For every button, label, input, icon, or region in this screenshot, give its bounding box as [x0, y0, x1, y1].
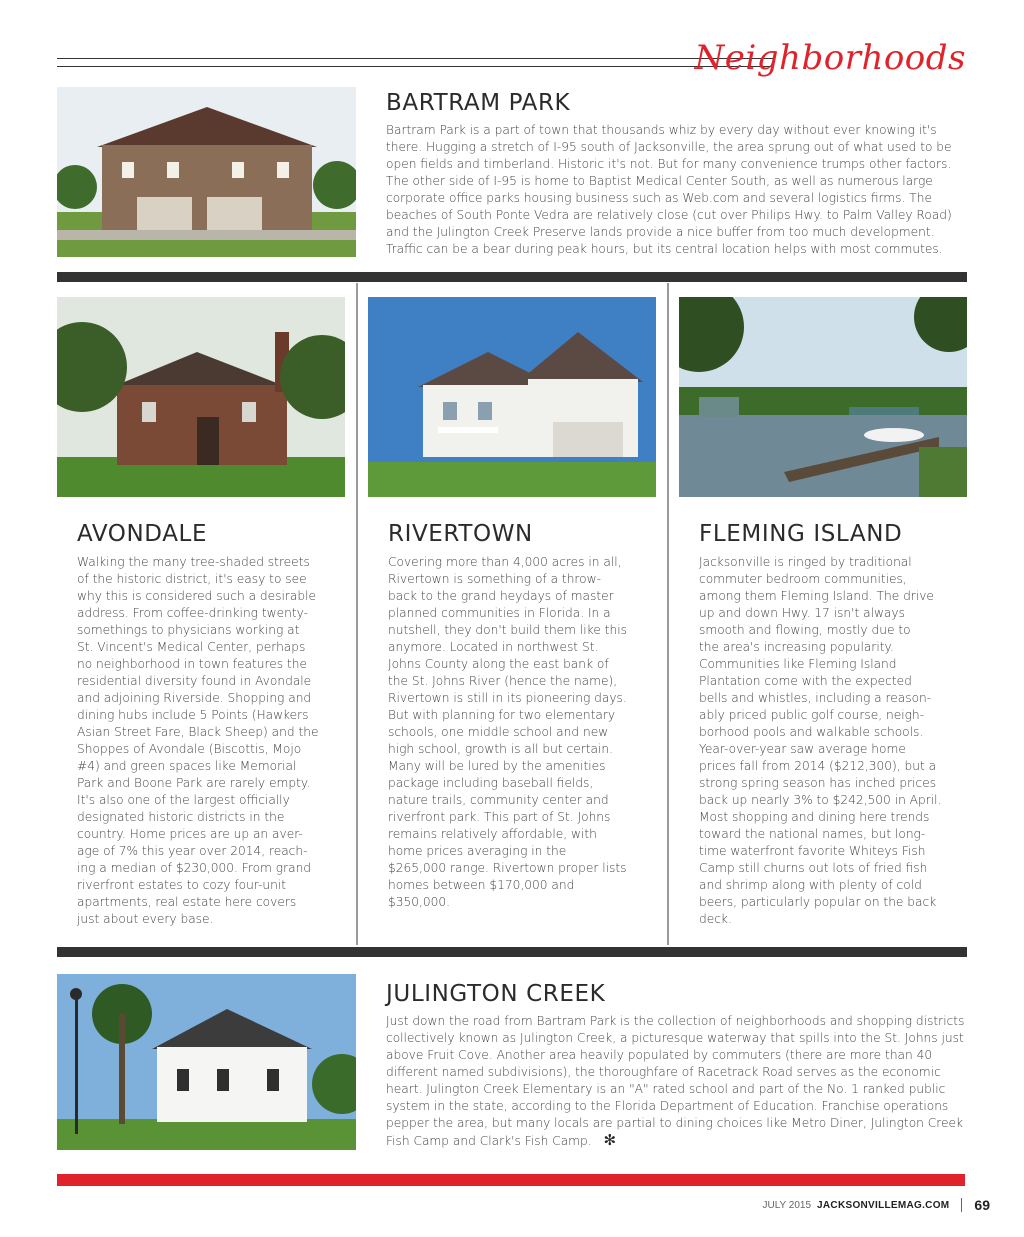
- footer-accent-bar: [57, 1174, 965, 1186]
- footer-separator: [961, 1198, 962, 1212]
- page-footer: [762, 1197, 990, 1213]
- julington-creek-title: JULINGTON CREEK: [386, 981, 606, 1007]
- fleming-island-body: Jacksonville is ringed by traditional commuter bedroom communities, among them Fleming Island. The drive up and down Hwy. 17 isn't always smooth and flowing, mostly due to the area's increasing popularity. Communities like Fleming Island Plantation come with the expected bells and whistles, including a reason- ably priced public golf course, neigh- borhood pools and walkable schools. Year-over-year saw average home prices fall from 2014 ($212,300), but a strong spring season has inched prices back up nearly 3% to $242,500 in April. Most shopping and dining here trends toward the national names, but long- time waterfront favorite Whiteys Fish Camp still churns out lots of fried fish and shrimp along with plenty of cold beers, particularly popular on the back deck.: [699, 555, 942, 926]
- divider-bar-bottom: [57, 947, 967, 957]
- rivertown-body: Covering more than 4,000 acres in all, Rivertown is something of a throw- back to the grand heydays of master planned communities in Florida. In a nutshell, they don't build them like this anymore. Located in northwest St. Johns County along the east bank of the St. Johns River (hence the name), Rivertown is still in its pioneering days. But with planning for two elementary schools, one middle school and new high school, growth is all but certain. Many will be lured by the amenities package including baseball fields, nature trails, community center and riverfront park. This part of St. Johns remains relatively affordable, with home prices averaging in the $265,000 range. Rivertown proper lists homes between $170,000 and $350,000.: [388, 555, 627, 909]
- julington-creek-text: Just down the road from Bartram Park is the collection of neighborhoods and shopping districts collectively known as Julington Creek, a picturesque waterway that spills into the St. Johns just above Fruit Cove. Another area heavily populated by commuters (there are more than 40 different named subdivisions), the thoroughfare of Racetrack Road serves as the economic heart. Julington Creek Elementary is an "A" rated school and part of the No. 1 ranked public system in the state, according to the Florida Department of Education. Franchise operations pepper the area, but many locals are partial to dining choices like Metro Diner, Julington Creek Fish Camp and Clark's Fish Camp.: [386, 1014, 965, 1148]
- header-rule-bottom: [57, 66, 773, 67]
- bartram-park-photo: [57, 87, 356, 257]
- footer-site: JACKSONVILLEMAG.COM: [817, 1199, 950, 1211]
- avondale-photo: [57, 297, 345, 497]
- avondale-body: Walking the many tree-shaded streets of the historic district, it's easy to see why this is considered such a desirable address. From coffee-drinking twenty- somethings to physicians working at St. Vincent's Medical Center, perhaps no neighborhood in town features the residential diversity found in Avondale and adjoining Riverside. Shopping and dining hubs include 5 Points (Hawkers Asian Street Fare, Black Sheep) and the Shoppes of Avondale (Biscottis, Mojo #4) and green spaces like Memorial Park and Boone Park are rarely empty. It's also one of the largest officially designated historic districts in the country. Home prices are up an aver- age of 7% this year over 2014, reach- ing a median of $230,000. From grand riverfront estates to cozy four-unit apartments, real estate here covers just about every base.: [77, 555, 319, 926]
- section-title: Neighborhoods: [694, 38, 966, 78]
- avondale-title: AVONDALE: [77, 521, 208, 547]
- julington-creek-body: [386, 1013, 966, 1150]
- page-number: 69: [974, 1197, 990, 1213]
- fleming-island-title: FLEMING ISLAND: [699, 521, 903, 547]
- bartram-park-title: BARTRAM PARK: [386, 90, 571, 116]
- end-mark-icon: ✻: [603, 1131, 617, 1149]
- julington-creek-photo: [57, 974, 356, 1150]
- column-divider-2: [667, 283, 669, 945]
- header-rule-top: [57, 58, 773, 59]
- column-divider-1: [356, 283, 358, 945]
- rivertown-photo: [368, 297, 656, 497]
- divider-bar-top: [57, 272, 967, 282]
- footer-issue: JULY 2015: [762, 1199, 812, 1211]
- fleming-island-photo: [679, 297, 967, 497]
- rivertown-title: RIVERTOWN: [388, 521, 533, 547]
- bartram-park-body: Bartram Park is a part of town that thousands whiz by every day without ever knowing it's there. Hugging a stretch of I-95 south of Jacksonville, the area sprung out of what used to be open fields and timberland. Historic it's not. But for many convenience trumps other factors. The other side of I-95 is home to Baptist Medical Center South, as well as numerous large corporate office parks housing business such as Web.com and several logistics firms. The beaches of South Ponte Vedra are relatively close (cut over Philips Hwy. to Palm Valley Road) and the Julington Creek Preserve lands provide a nice buffer from too much development. Traffic can be a bear during peak hours, but its central location helps with most commutes.: [386, 123, 952, 256]
